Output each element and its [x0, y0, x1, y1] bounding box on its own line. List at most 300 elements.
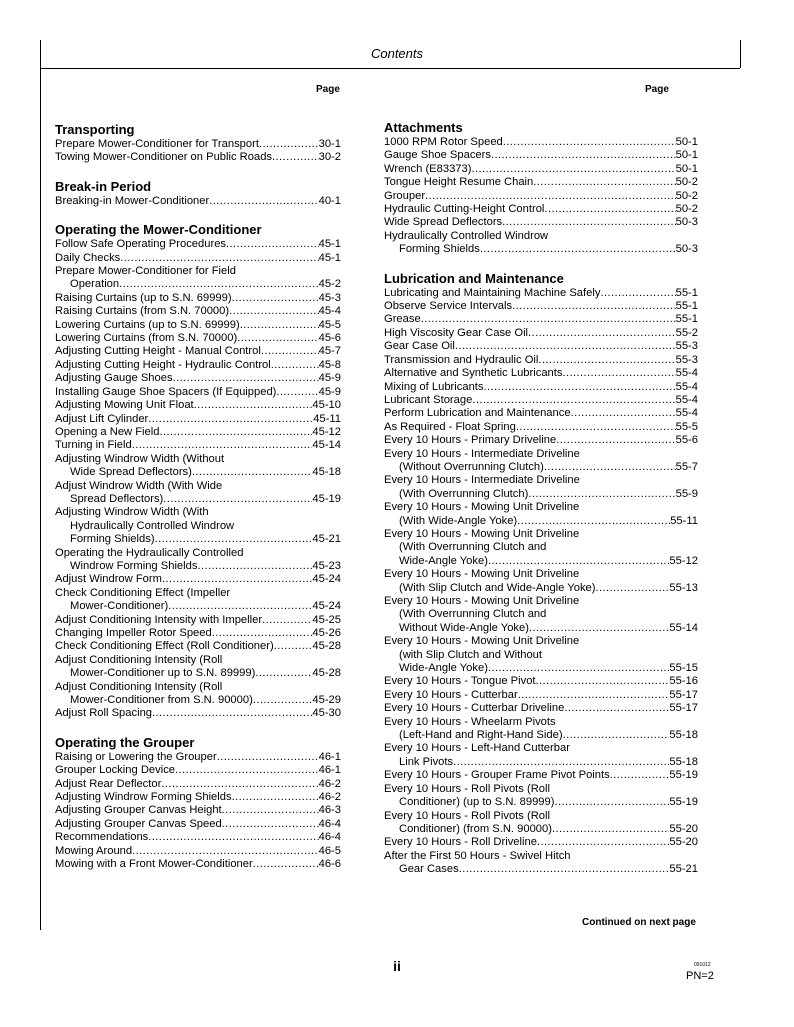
toc-entry-page: 55-4 [675, 380, 698, 393]
continued-note: Continued on next page [582, 917, 696, 928]
dot-leader [253, 694, 313, 707]
dot-leader [119, 278, 318, 291]
dot-leader [562, 367, 675, 380]
toc-entry[interactable] [384, 689, 698, 702]
dot-leader [528, 488, 675, 501]
section-title: Break-in Period [55, 178, 152, 194]
toc-entry-label: Adjust Rear Deflector [55, 777, 162, 790]
toc-entry-page: 55-7 [675, 460, 698, 473]
toc-entry-page: 45-4 [318, 305, 341, 318]
toc-entry-label: Grease [384, 313, 421, 326]
toc-entry[interactable] [384, 515, 698, 528]
dot-leader [173, 372, 319, 385]
toc-entry-label: Mowing Around [55, 844, 133, 857]
dot-leader [610, 769, 670, 782]
section-gap [55, 208, 341, 223]
toc-entry-label: Adjust Conditioning Intensity with Impeller [55, 613, 263, 626]
toc-entry-label: (With Slip Clutch and Wide-Angle Yoke) [399, 581, 596, 594]
toc-entry-label: Wide-Angle Yoke) [399, 662, 488, 675]
toc-entry[interactable] [55, 791, 341, 804]
toc-entry[interactable] [384, 176, 698, 189]
toc-entry-label: Grouper [384, 189, 426, 202]
toc-entry[interactable] [55, 778, 341, 791]
toc-entry[interactable] [55, 319, 341, 332]
toc-entry[interactable] [384, 287, 698, 300]
toc-entry-line: Every 10 Hours - Left-Hand Cutterbar [384, 742, 570, 755]
toc-entry-label: Every 10 Hours - Cutterbar Driveline [384, 702, 565, 715]
dot-leader [226, 238, 319, 251]
dot-leader [262, 614, 312, 627]
toc-entry[interactable] [55, 614, 341, 627]
toc-entry-page: 55-21 [669, 863, 698, 876]
section-title: Transporting [55, 122, 135, 137]
toc-section [384, 272, 698, 877]
toc-entry[interactable] [384, 340, 698, 353]
toc-entry-label: Mower-Conditioner up to S.N. 89999) [70, 667, 256, 680]
toc-entry-page: 46-1 [318, 750, 341, 763]
toc-entry-page: 55-19 [669, 796, 698, 809]
toc-entry-line: (with Slip Clutch and Without [399, 648, 543, 661]
toc-entry-page: 55-1 [675, 313, 698, 326]
toc-entry-line: Operating the Hydraulically Controlled [55, 546, 244, 559]
dot-leader [222, 804, 319, 817]
toc-entry-label: Adjusting Windrow Forming Shields [55, 791, 232, 804]
toc-entry-label: Observe Service Intervals [384, 300, 513, 313]
toc-entry-page: 50-3 [675, 216, 698, 229]
dot-leader [488, 662, 669, 675]
dot-leader [421, 313, 676, 326]
toc-entry[interactable] [384, 149, 698, 162]
toc-entry[interactable] [55, 359, 341, 372]
toc-entry[interactable] [55, 292, 341, 305]
dot-leader [512, 300, 676, 313]
toc-entry-label: Conditioner) (from S.N. 90000) [399, 822, 552, 835]
toc-entry-page: 55-4 [675, 393, 698, 406]
toc-entry[interactable] [55, 372, 341, 385]
toc-entry-page: 45-23 [312, 559, 341, 572]
dot-leader [161, 778, 318, 791]
toc-entry[interactable] [384, 769, 698, 782]
toc-entry[interactable] [55, 493, 341, 506]
toc-entry-page: 45-28 [312, 640, 341, 653]
toc-entry[interactable] [55, 305, 341, 318]
toc-entry[interactable] [384, 488, 698, 501]
toc-entry-label: Lowering Curtains (from S.N. 70000) [55, 332, 238, 345]
dot-leader [163, 493, 312, 506]
toc-entry-line: Every 10 Hours - Roll Pivots (Roll [384, 809, 550, 822]
toc-entry-line: Every 10 Hours - Intermediate Driveline [384, 474, 580, 487]
toc-entry-page: 45-1 [318, 238, 341, 251]
toc-entry-page: 45-19 [312, 492, 341, 505]
toc-entry-line: Adjusting Windrow Width (With [55, 506, 209, 519]
toc-entry-label: Installing Gauge Shoe Spacers (If Equipped) [55, 385, 277, 398]
page-column-label-right: Page [645, 84, 669, 95]
toc-entry-label: Adjust Windrow Form [55, 573, 162, 586]
toc-entry[interactable] [384, 756, 698, 769]
toc-entry[interactable] [55, 238, 341, 251]
toc-entry[interactable] [384, 729, 698, 742]
toc-entry-page: 45-1 [318, 251, 341, 264]
dot-leader [237, 332, 318, 345]
toc-entry-page: 45-21 [312, 533, 341, 546]
dot-leader [563, 729, 670, 742]
toc-entry-label: Every 10 Hours - Cutterbar [384, 688, 518, 701]
toc-entry-label: Forming Shields [399, 243, 480, 256]
toc-entry-page: 45-7 [318, 345, 341, 358]
dot-leader [175, 764, 319, 777]
toc-entry-line: (With Overrunning Clutch and [399, 608, 547, 621]
toc-entry-line: Every 10 Hours - Roll Pivots (Roll [384, 782, 550, 795]
toc-entry[interactable] [55, 151, 341, 164]
dot-leader [232, 292, 319, 305]
toc-column-left [55, 123, 341, 872]
toc-entry-line: Adjust Windrow Width (With Wide [55, 479, 223, 492]
toc-entry[interactable] [55, 640, 341, 653]
toc-entry[interactable] [55, 707, 341, 720]
dot-leader [272, 151, 319, 164]
dot-leader [600, 287, 675, 300]
toc-entry-page: 55-14 [669, 621, 698, 634]
toc-entry-line: Adjusting Windrow Width (Without [55, 452, 225, 465]
toc-entry-label: Lowering Curtains (up to S.N. 69999) [55, 318, 240, 331]
toc-entry-label: Operation [70, 278, 120, 291]
toc-entry-label: Lubricant Storage [384, 393, 473, 406]
toc-entry[interactable] [384, 702, 698, 715]
dot-leader [232, 791, 319, 804]
toc-entry-label: Every 10 Hours - Roll Driveline [384, 836, 537, 849]
toc-entry-line: After the First 50 Hours - Swivel Hitch [384, 849, 571, 862]
toc-section [384, 121, 698, 257]
toc-entry-label: Adjusting Cutting Height - Manual Control [55, 345, 261, 358]
dot-leader [571, 407, 676, 420]
toc-section [55, 736, 341, 872]
toc-entry[interactable] [55, 858, 341, 871]
toc-entry-page: 45-8 [318, 358, 341, 371]
toc-entry-label: Spread Deflectors) [70, 492, 164, 505]
toc-entry[interactable] [55, 413, 341, 426]
toc-entry-line: Every 10 Hours - Intermediate Driveline [384, 447, 580, 460]
toc-entry-label: Gear Cases [399, 863, 459, 876]
toc-entry[interactable] [55, 845, 341, 858]
toc-entry-label: Grouper Locking Device [55, 764, 176, 777]
dot-leader [240, 319, 319, 332]
toc-entry[interactable] [384, 461, 698, 474]
dot-leader [518, 689, 670, 702]
dot-leader [162, 573, 312, 586]
toc-entry[interactable] [55, 804, 341, 817]
toc-entry[interactable] [55, 831, 341, 844]
toc-entry-page: 46-3 [318, 804, 341, 817]
dot-leader [148, 831, 318, 844]
toc-entry-label: (With Overrunning Clutch) [399, 487, 529, 500]
dot-leader [596, 582, 670, 595]
dot-leader [168, 600, 312, 613]
toc-entry[interactable] [384, 622, 698, 635]
toc-entry-label: Link Pivots [399, 755, 454, 768]
toc-entry-label: Adjust Roll Spacing [55, 707, 153, 720]
toc-entry-page: 40-1 [318, 194, 341, 207]
dot-leader [217, 751, 319, 764]
toc-entry[interactable] [55, 138, 341, 151]
toc-entry-page: 45-18 [312, 466, 341, 479]
toc-entry-label: Transmission and Hydraulic Oil [384, 353, 539, 366]
toc-entry-page: 55-13 [669, 581, 698, 594]
toc-entry-line: Prepare Mower-Conditioner for Field [55, 265, 236, 278]
toc-entry-page: 55-16 [669, 675, 698, 688]
toc-entry-page: 50-3 [675, 243, 698, 256]
dot-leader [544, 203, 675, 216]
toc-entry[interactable] [384, 136, 698, 149]
toc-entry-page: 50-2 [675, 189, 698, 202]
toc-entry-page: 55-3 [675, 340, 698, 353]
toc-entry[interactable] [384, 327, 698, 340]
toc-entry[interactable] [384, 243, 698, 256]
toc-entry[interactable] [55, 573, 341, 586]
toc-entry-line: Every 10 Hours - Mowing Unit Driveline [384, 595, 580, 607]
toc-entry-label: (Left-Hand and Right-Hand Side) [399, 729, 563, 742]
toc-entry[interactable] [55, 386, 341, 399]
page-number: ii [393, 958, 401, 974]
toc-entry-label: Adjusting Gauge Shoes [55, 372, 173, 385]
toc-entry-label: Prepare Mower-Conditioner for Transport [55, 138, 259, 150]
toc-entry-label: Mixing of Lubricants [384, 380, 484, 393]
page-column-label-left: Page [316, 84, 340, 95]
toc-entry-page: 55-20 [669, 836, 698, 849]
toc-entry-line: Every 10 Hours - Mowing Unit Driveline [384, 635, 580, 648]
toc-entry-label: Raising Curtains (up to S.N. 69999) [55, 291, 232, 304]
toc-entry-page: 30-1 [318, 138, 341, 150]
dot-leader [148, 413, 313, 426]
toc-entry-page: 50-1 [675, 149, 698, 162]
dot-leader [502, 216, 675, 229]
toc-entry[interactable] [384, 836, 698, 849]
toc-entry-label: Alternative and Synthetic Lubricants [384, 367, 563, 380]
toc-entry-label: Gauge Shoe Spacers [384, 149, 491, 162]
dot-leader [503, 136, 676, 149]
toc-entry[interactable] [384, 582, 698, 595]
toc-entry-label: Mowing with a Front Mower-Conditioner [55, 858, 253, 871]
toc-entry[interactable] [55, 278, 341, 291]
toc-entry-page: 55-1 [675, 286, 698, 299]
toc-entry-label: Perform Lubrication and Maintenance [384, 407, 571, 420]
pn-label: PN=2 [686, 970, 714, 982]
toc-entry-page: 46-5 [318, 844, 341, 857]
dot-leader [425, 190, 676, 203]
section-title: Operating the Grouper [55, 734, 195, 750]
toc-entry-label: Tongue Height Resume Chain [384, 176, 534, 189]
dot-leader [253, 858, 319, 871]
toc-column-right [384, 121, 698, 877]
toc-entry-page: 55-3 [675, 353, 698, 366]
toc-entry-page: 45-30 [312, 707, 341, 720]
toc-entry[interactable] [55, 764, 341, 777]
toc-entry-label: Breaking-in Mower-Conditioner [55, 194, 210, 207]
toc-entry[interactable] [384, 367, 698, 380]
toc-entry-label: Adjusting Grouper Canvas Height [55, 804, 222, 817]
toc-entry-page: 45-9 [318, 385, 341, 398]
toc-entry-label: Adjusting Cutting Height - Hydraulic Control [55, 358, 271, 371]
toc-entry-page: 45-24 [312, 600, 341, 613]
dot-leader [564, 702, 669, 715]
dot-leader [529, 622, 669, 635]
toc-entry[interactable] [384, 421, 698, 434]
section-title: Attachments [384, 120, 463, 135]
dot-leader [159, 426, 312, 439]
section-title: Operating the Mower-Conditioner [55, 222, 262, 238]
toc-entry-line: Hydraulically Controlled Windrow [70, 519, 235, 532]
toc-entry-line: Every 10 Hours - Mowing Unit Driveline [384, 501, 580, 514]
dot-leader [516, 421, 676, 434]
dot-leader [261, 345, 319, 358]
toc-entry-label: Recommendations [55, 831, 149, 844]
dot-leader [480, 243, 676, 256]
dot-leader [533, 176, 675, 189]
toc-entry[interactable] [384, 394, 698, 407]
toc-entry[interactable] [384, 555, 698, 568]
toc-entry-page: 46-2 [318, 777, 341, 790]
toc-entry-page: 55-5 [675, 420, 698, 433]
toc-entry[interactable] [384, 796, 698, 809]
toc-entry-label: Without Wide-Angle Yoke) [399, 621, 529, 634]
toc-entry[interactable] [55, 426, 341, 439]
toc-entry[interactable] [384, 354, 698, 367]
toc-entry-page: 55-2 [675, 326, 698, 339]
toc-entry-label: Follow Safe Operating Procedures [55, 238, 227, 251]
toc-entry[interactable] [55, 667, 341, 680]
dot-leader [192, 466, 313, 479]
toc-entry-label: Check Conditioning Effect (Roll Conditioner) [55, 640, 274, 653]
section-gap [55, 165, 341, 180]
toc-entry[interactable] [55, 332, 341, 345]
toc-section [55, 123, 341, 165]
dot-leader [276, 386, 318, 399]
toc-entry-page: 45-12 [312, 425, 341, 438]
toc-entry-label: Wide Spread Deflectors [384, 216, 503, 229]
toc-entry-label: Turning in Field [55, 439, 132, 452]
dot-leader [259, 138, 319, 151]
toc-entry-page: 50-1 [675, 136, 698, 148]
toc-entry[interactable] [55, 252, 341, 265]
toc-entry-page: 45-5 [318, 318, 341, 331]
toc-entry[interactable] [384, 863, 698, 876]
toc-entry-label: As Required - Float Spring [384, 420, 516, 433]
dot-leader [538, 354, 675, 367]
toc-entry[interactable] [384, 313, 698, 326]
toc-entry-label: Hydraulic Cutting-Height Control [384, 203, 545, 216]
dot-leader [274, 640, 313, 653]
dot-leader [132, 845, 318, 858]
toc-entry-label: Gear Case Oil [384, 340, 455, 353]
toc-entry-page: 55-20 [669, 822, 698, 835]
toc-entry-page: 55-4 [675, 367, 698, 380]
dot-leader [517, 515, 670, 528]
toc-entry-page: 50-1 [675, 162, 698, 175]
toc-entry[interactable] [384, 662, 698, 675]
toc-entry[interactable] [55, 627, 341, 640]
section-gap [55, 721, 341, 736]
dot-leader [556, 434, 675, 447]
toc-entry-page: 45-28 [312, 667, 341, 680]
toc-entry[interactable] [384, 190, 698, 203]
toc-entry-page: 55-9 [675, 487, 698, 500]
toc-entry-page: 46-4 [318, 817, 341, 830]
dot-leader [536, 675, 670, 688]
dot-leader [212, 627, 313, 640]
toc-entry[interactable] [55, 466, 341, 479]
toc-entry-page: 55-6 [675, 434, 698, 447]
toc-entry[interactable] [384, 407, 698, 420]
toc-entry[interactable] [55, 751, 341, 764]
page-title: Contents [370, 46, 424, 61]
toc-entry-label: High Viscosity Gear Case Oil [384, 326, 529, 339]
dot-leader [544, 461, 676, 474]
toc-section [55, 180, 341, 208]
dot-leader [459, 863, 670, 876]
toc-entry[interactable] [384, 203, 698, 216]
toc-entry-page: 45-14 [312, 439, 341, 452]
toc-entry-line: (With Overrunning Clutch and [399, 541, 547, 554]
toc-entry[interactable] [55, 600, 341, 613]
toc-entry-line: Adjust Conditioning Intensity (Roll [55, 680, 223, 693]
dot-leader [271, 359, 319, 372]
toc-entry[interactable] [384, 823, 698, 836]
toc-entry-label: Forming Shields) [70, 533, 155, 546]
toc-entry[interactable] [55, 399, 341, 412]
toc-entry[interactable] [384, 381, 698, 394]
toc-entry-page: 55-18 [669, 755, 698, 768]
toc-entry[interactable] [55, 195, 341, 208]
toc-entry[interactable] [384, 434, 698, 447]
toc-entry-page: 46-6 [318, 858, 341, 871]
toc-entry-label: Mower-Conditioner from S.N. 90000) [70, 694, 253, 707]
toc-entry-label: Every 10 Hours - Tongue Pivot [384, 675, 536, 688]
toc-entry-label: Every 10 Hours - Primary Driveline [384, 434, 557, 447]
toc-entry-label: (Without Overrunning Clutch) [399, 460, 544, 473]
toc-entry-page: 45-11 [313, 412, 341, 425]
toc-entry-line: Hydraulically Controlled Windrow [384, 229, 549, 242]
toc-entry-page: 55-17 [669, 702, 698, 715]
toc-entry-line: Every 10 Hours - Mowing Unit Driveline [384, 527, 580, 540]
toc-entry-label: Windrow Forming Shields [70, 559, 198, 572]
toc-entry-label: Every 10 Hours - Grouper Frame Pivot Points [384, 769, 610, 782]
toc-entry[interactable] [384, 163, 698, 176]
toc-entry-page: 45-10 [312, 399, 341, 412]
toc-entry[interactable] [55, 345, 341, 358]
toc-entry-label: Mower-Conditioner) [70, 600, 169, 613]
section-title: Lubrication and Maintenance [384, 270, 564, 286]
toc-entry-label: Daily Checks [55, 251, 121, 264]
dot-leader [552, 823, 669, 836]
toc-entry-page: 45-24 [312, 573, 341, 586]
toc-entry-label: Wide-Angle Yoke) [399, 554, 488, 567]
toc-entry-page: 55-17 [669, 688, 698, 701]
toc-entry[interactable] [384, 675, 698, 688]
toc-entry-label: Opening a New Field [55, 425, 160, 438]
toc-entry[interactable] [55, 533, 341, 546]
toc-entry[interactable] [384, 300, 698, 313]
toc-entry-label: Wide Spread Deflectors) [70, 466, 192, 479]
toc-entry[interactable] [55, 694, 341, 707]
dot-leader [471, 163, 675, 176]
toc-entry-label: Conditioner) (up to S.N. 89999) [399, 796, 555, 809]
toc-entry[interactable] [384, 216, 698, 229]
toc-entry-page: 55-15 [669, 662, 698, 675]
section-gap [384, 257, 698, 272]
toc-entry[interactable] [55, 818, 341, 831]
toc-entry[interactable] [55, 439, 341, 452]
dot-leader [229, 305, 318, 318]
toc-entry[interactable] [55, 560, 341, 573]
